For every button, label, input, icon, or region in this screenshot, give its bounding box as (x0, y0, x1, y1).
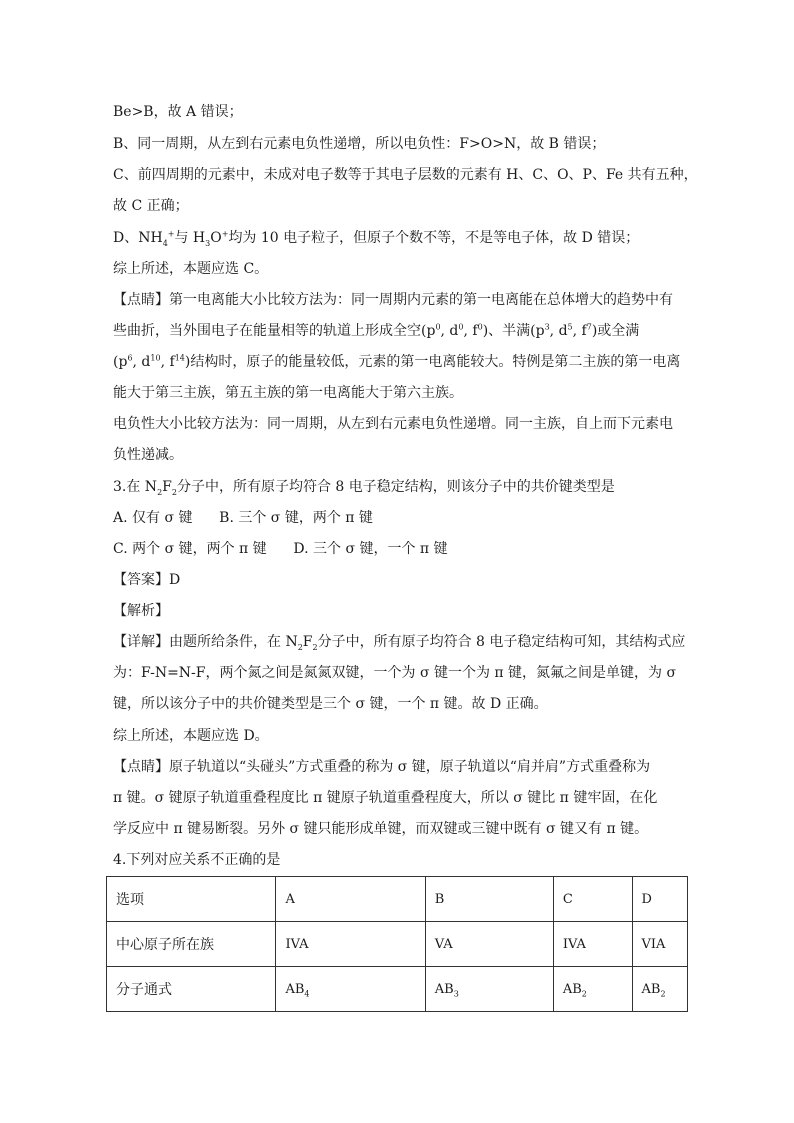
table-cell (425, 967, 553, 1012)
table-cell (632, 967, 688, 1012)
superscript: 3 (544, 322, 550, 332)
text-line: 能大于第三主族，第五主族的第一电离能大于第六主族。 (113, 385, 463, 401)
text-run: , d (440, 323, 459, 339)
question-4: 4.下列对应关系不正确的是 (113, 852, 281, 868)
text-run: 分子中，所有原子均符合 8 电子稳定结构可知，其结构式应 (317, 634, 686, 650)
formula-base: AB (434, 981, 454, 997)
text-run: 分子中，所有原子均符合 8 电子稳定结构，则该分子中的共价键类型是 (176, 479, 615, 495)
superscript: + (221, 229, 229, 239)
table-cell (553, 967, 632, 1012)
text-run: , f (572, 323, 587, 339)
superscript: 10 (150, 353, 161, 363)
subscript: 3 (205, 238, 211, 248)
text-line (113, 321, 639, 341)
table-cell: VIA (632, 922, 688, 967)
text-run: )结构时，原子的能量较低，元素的第一电离能较大。特例是第二主族的第一电离 (184, 354, 681, 370)
text-line (113, 352, 680, 372)
text-line: 综上所述，本题应选 D。 (113, 728, 269, 744)
subscript: 3 (453, 989, 459, 999)
text-line: Be>B，故 A 错误； (113, 104, 243, 120)
text-line: B、同一周期，从左到右元素电负性递增，所以电负性：F>O>N，故 B 错误； (113, 136, 606, 152)
text-line: 综上所述，本题应选 C。 (113, 261, 269, 277)
subscript: 2 (660, 989, 666, 999)
table-cell: 选项 (107, 877, 276, 922)
text-run: (p (113, 354, 128, 370)
superscript: 7 (586, 322, 592, 332)
text-run: 些曲折，当外围电子在能量相等的轨道上形成全空(p (113, 323, 436, 339)
text-run: , d (132, 354, 151, 370)
superscript: + (167, 229, 175, 239)
answer-line: 【答案】D (113, 572, 181, 588)
subscript: 2 (171, 487, 177, 497)
table-row (107, 922, 688, 967)
formula-base: AB (562, 981, 582, 997)
text-run: 【详解】由题所给条件，在 N (113, 634, 298, 650)
subscript: 4 (304, 989, 310, 999)
formula-base: AB (285, 981, 305, 997)
text-run: , f (160, 354, 175, 370)
text-run: O (210, 230, 222, 246)
text-run: 3.在 N (113, 479, 158, 495)
text-line: 为：F-N=N-F，两个氮之间是氮氮双键，一个为 σ 键一个为 π 键，氮氟之间是单键，为 σ (113, 665, 677, 681)
options-table (106, 876, 688, 1012)
section-heading: 【解析】 (113, 603, 169, 619)
subscript: 2 (581, 989, 587, 999)
subscript: 2 (297, 642, 303, 652)
text-run: 均为 10 电子粒子，但原子个数不等，不是等电子体，故 D 错误； (228, 230, 640, 246)
text-line: π 键。σ 键原子轨道重叠程度比 π 键原子轨道重叠程度大，所以 σ 键比 π 键牢固，在化 (113, 790, 658, 806)
table-cell: VA (425, 922, 553, 967)
subscript: 2 (312, 642, 318, 652)
text-run: , d (549, 323, 568, 339)
text-line: C、前四周期的元素中，未成对电子数等于其电子层数的元素有 H、C、O、P、Fe 共有五种， (113, 167, 698, 183)
table-cell: 中心原子所在族 (107, 922, 276, 967)
text-line: 电负性大小比较方法为：同一周期，从左到右元素电负性递增。同一主族，自上而下元素电 (113, 416, 673, 432)
text-line: 学反应中 π 键易断裂。另外 σ 键只能形成单键，而双键或三键中既有 σ 键又有 π 键。 (113, 821, 649, 837)
text-line (113, 228, 639, 248)
text-run: )、半满(p (482, 323, 545, 339)
text-run: F (302, 634, 313, 650)
text-line: 【点睛】第一电离能大小比较方法为：同一周期内元素的第一电离能在总体增大的趋势中有 (113, 292, 673, 308)
table-cell: C (553, 877, 632, 922)
table-cell: IVA (553, 922, 632, 967)
text-line: 故 C 正确； (113, 198, 189, 214)
table-cell: D (632, 877, 688, 922)
text-run: )或全满 (591, 323, 640, 339)
table-row (107, 877, 688, 922)
table-cell: B (425, 877, 553, 922)
table-cell (276, 967, 425, 1012)
text-line: 【点睛】原子轨道以“头碰头”方式重叠的称为 σ 键，原子轨道以“肩并肩”方式重叠称为 (113, 759, 651, 775)
superscript: 0 (477, 322, 483, 332)
text-run: F (162, 479, 172, 495)
text-run: D、NH (113, 230, 163, 246)
text-line: 负性递减。 (113, 447, 183, 463)
text-run: , f (463, 323, 478, 339)
choice-line: C. 两个 σ 键，两个 π 键 D. 三个 σ 键，一个 π 键 (113, 541, 448, 557)
subscript: 2 (157, 487, 163, 497)
text-run: 与 H (174, 230, 206, 246)
question-3 (113, 477, 615, 497)
superscript: 0 (458, 322, 464, 332)
superscript: 6 (127, 353, 133, 363)
text-line: 键，所以该分子中的共价键类型是三个 σ 键，一个 π 键。故 D 正确。 (113, 696, 548, 712)
superscript: 0 (435, 322, 441, 332)
superscript: 5 (567, 322, 573, 332)
formula-base: AB (641, 981, 661, 997)
superscript: 14 (174, 353, 185, 363)
table-cell: IVA (276, 922, 425, 967)
table-row (107, 967, 688, 1012)
text-line (113, 632, 685, 652)
subscript: 4 (162, 238, 168, 248)
table-cell: A (276, 877, 425, 922)
choice-line: A. 仅有 σ 键 B. 三个 σ 键，两个 π 键 (113, 510, 373, 526)
table-cell: 分子通式 (107, 967, 276, 1012)
